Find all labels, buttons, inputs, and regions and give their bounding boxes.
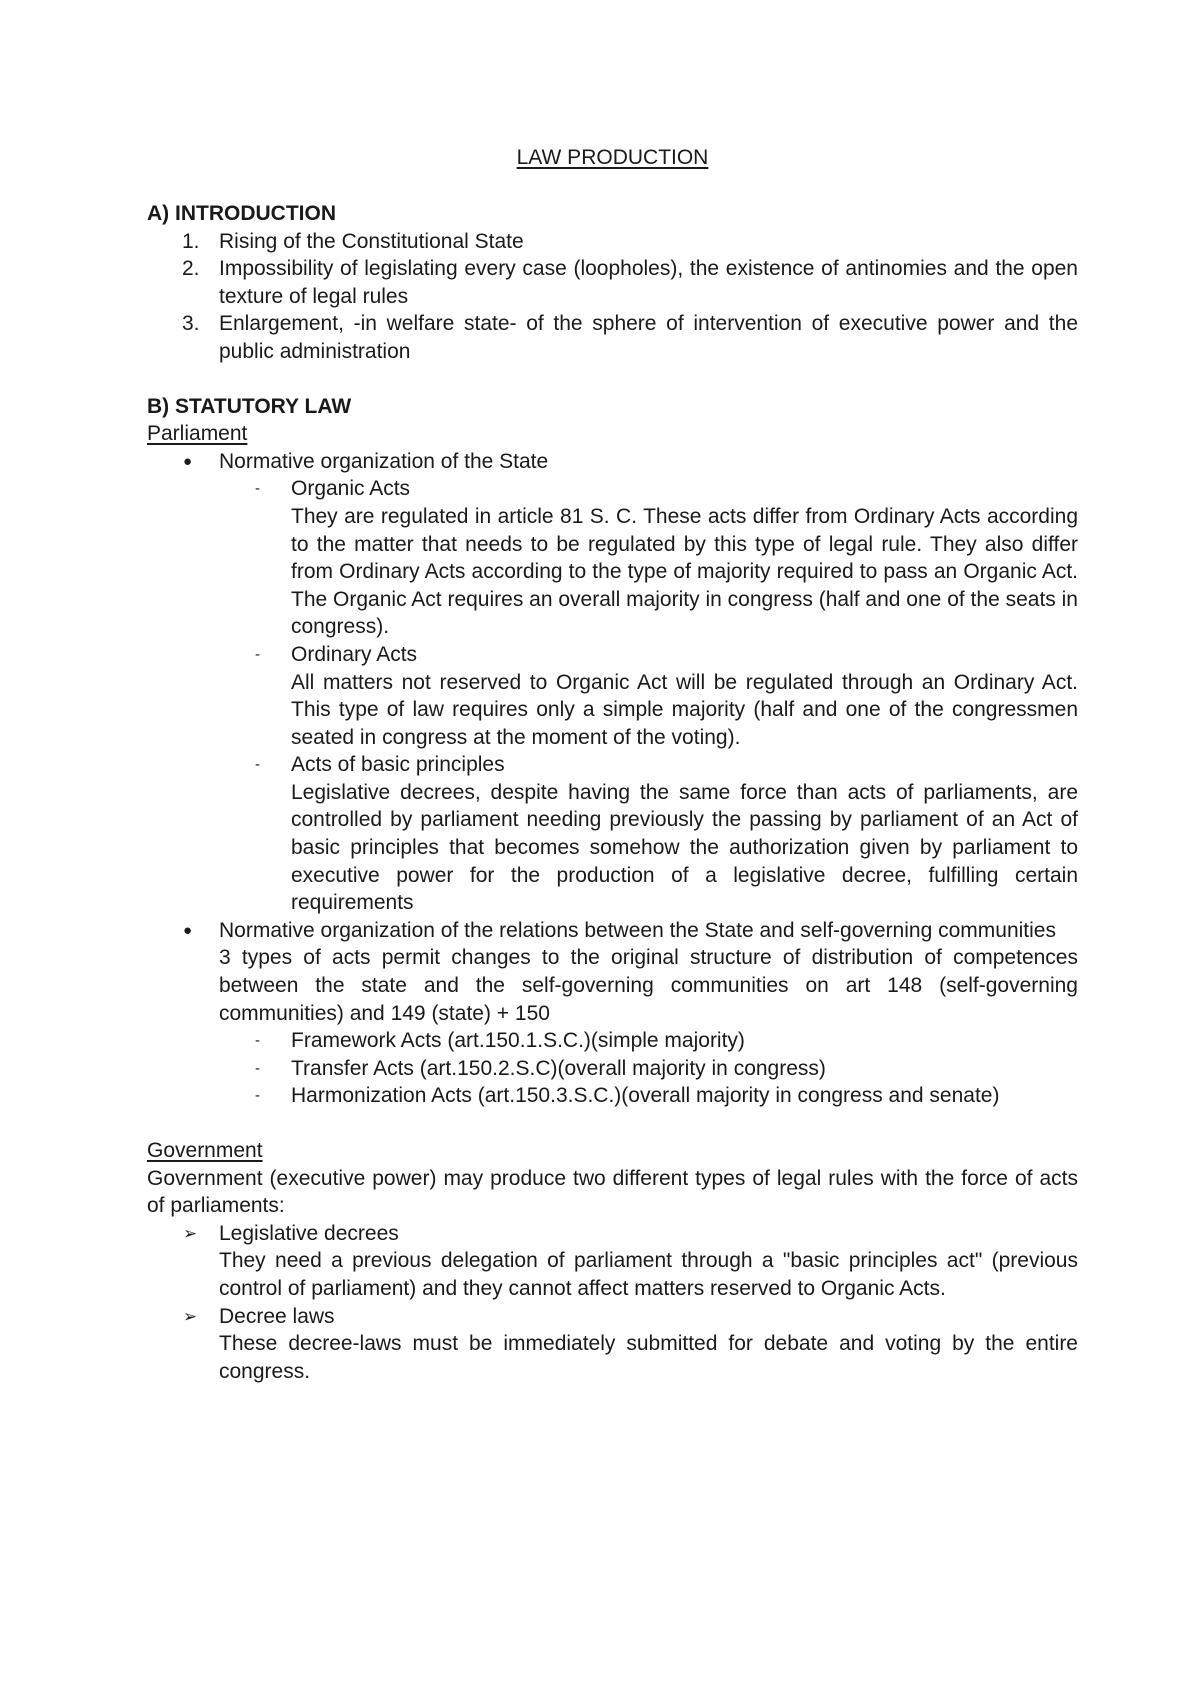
list-item-title: Decree laws xyxy=(219,1304,335,1328)
sub-item-title: Ordinary Acts xyxy=(291,642,418,666)
dash-list xyxy=(147,1027,1078,1110)
bullet-body: 3 types of acts permit changes to the original structure of distribution of competences between the state and the self-governing communities on art 148 (self-governing communities) and 149 (state) + 150 xyxy=(219,946,1078,1025)
sub-item-title: Framework Acts (art.150.1.S.C.)(simple majority) xyxy=(291,1029,745,1053)
spacer xyxy=(147,172,1078,200)
list-number: 3. xyxy=(182,312,200,336)
sub-item-body: They are regulated in article 81 S. C. These acts differ from Ordinary Acts according to the matter that needs to be regulated by this type of legal rule. They also differ from Ordinary Acts according to the type of majority required to pass an Organic Act. The Organic Act requires an overall majority in congress (half and one of the seats in congress). xyxy=(291,504,1078,639)
list-item xyxy=(147,475,1078,641)
government-heading: Government xyxy=(147,1139,263,1162)
list-item-text: Enlargement, -in welfare state- of the sphere of intervention of executive power and the public administration xyxy=(219,312,1078,363)
sub-item-title: Transfer Acts (art.150.2.S.C)(overall majority in congress) xyxy=(291,1056,826,1080)
list-item-title: Legislative decrees xyxy=(219,1221,399,1245)
arrow-bullet-icon: ➢ xyxy=(183,1223,198,1243)
bullet-title: Normative organization of the relations between the State and self-governing communities xyxy=(219,918,1056,942)
intro-list xyxy=(147,228,1078,366)
spacer xyxy=(147,366,1078,393)
document-page xyxy=(147,144,1078,1385)
sub-item-title: Organic Acts xyxy=(291,477,411,501)
dash-marker: - xyxy=(255,756,260,774)
bullet-title: Normative organization of the State xyxy=(219,449,549,473)
intro-section xyxy=(147,200,1078,366)
list-item xyxy=(147,255,1078,310)
dash-marker: - xyxy=(255,1032,260,1050)
bullet-icon: ● xyxy=(183,452,193,470)
government-intro: Government (executive power) may produce two different types of legal rules with the force of acts of parliaments: xyxy=(147,1166,1078,1218)
list-item xyxy=(147,751,1078,917)
list-item xyxy=(147,917,1078,1110)
list-item xyxy=(147,1220,1078,1303)
dash-marker: - xyxy=(255,1087,260,1105)
dash-list xyxy=(147,475,1078,917)
list-item xyxy=(147,641,1078,751)
list-item xyxy=(147,1082,1078,1110)
parliament-heading: Parliament xyxy=(147,422,248,446)
statutory-heading: B) STATUTORY LAW xyxy=(147,394,352,418)
parliament-bullet-list xyxy=(147,448,1078,1110)
government-list xyxy=(147,1220,1078,1386)
list-item xyxy=(147,228,1078,256)
dash-marker: - xyxy=(255,645,260,663)
dash-marker: - xyxy=(255,1059,260,1077)
spacer xyxy=(147,1110,1078,1137)
list-item-text: Impossibility of legislating every case (loopholes), the existence of antinomies and the open texture of legal rules xyxy=(219,257,1078,308)
list-item-body: They need a previous delegation of parliament through a "basic principles act" (previous control of parliament) and they cannot affect matters reserved to Organic Acts. xyxy=(219,1249,1078,1300)
statutory-section xyxy=(147,393,1078,1386)
sub-item-body: Legislative decrees, despite having the same force than acts of parliaments, are controlled by parliament needing previously the passing by parliament of an Act of basic principles that becomes somehow the authorization given by parliament to executive power for the production of a legislative decree, fulfilling certain requirements xyxy=(291,780,1078,915)
list-number: 1. xyxy=(182,229,200,253)
list-item xyxy=(147,448,1078,917)
page-title: LAW PRODUCTION xyxy=(516,146,709,169)
list-item xyxy=(147,1303,1078,1386)
list-number: 2. xyxy=(182,257,200,281)
list-item-body: These decree-laws must be immediately submitted for debate and voting by the entire congress. xyxy=(219,1332,1078,1383)
dash-marker: - xyxy=(255,480,260,498)
list-item-text: Rising of the Constitutional State xyxy=(219,229,524,253)
sub-item-title: Harmonization Acts (art.150.3.S.C.)(overall majority in congress and senate) xyxy=(291,1084,1000,1108)
intro-heading: A) INTRODUCTION xyxy=(147,202,336,225)
bullet-icon: ● xyxy=(183,921,193,939)
sub-item-body: All matters not reserved to Organic Act will be regulated through an Ordinary Act. This type of law requires only a simple majority (half and one of the congressmen seated in congress at the moment of the voting). xyxy=(291,670,1078,749)
list-item xyxy=(147,310,1078,365)
sub-item-title: Acts of basic principles xyxy=(291,753,505,777)
list-item xyxy=(147,1055,1078,1083)
list-item xyxy=(147,1027,1078,1055)
arrow-bullet-icon: ➢ xyxy=(183,1306,198,1326)
